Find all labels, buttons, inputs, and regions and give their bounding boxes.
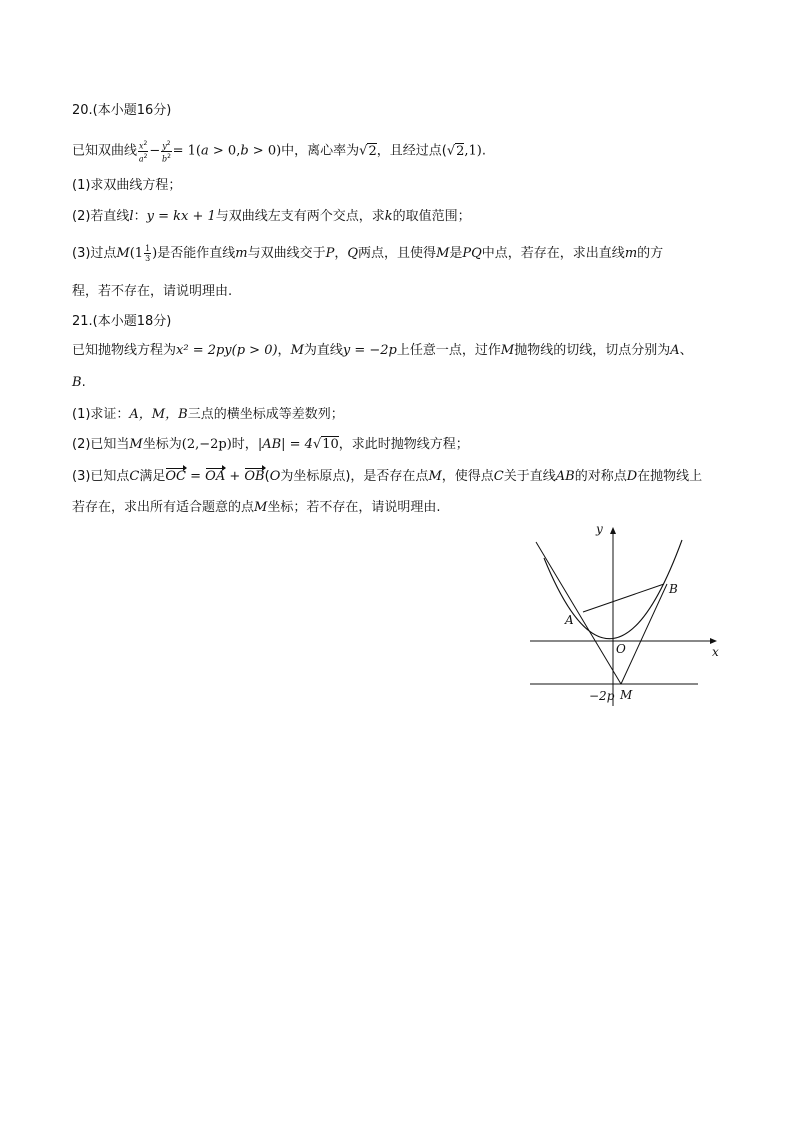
vec-eq: = [186,469,206,484]
cond-a: a [201,143,209,159]
separator: 、 [679,343,693,358]
q21-part3-end1: 在抛物线上 [637,469,703,484]
label-y: y [596,522,603,536]
parabola-tangent-figure [526,518,726,710]
point-M: M [428,469,442,484]
q20-stem [72,139,486,163]
comma: ， [334,246,348,261]
q21-part3-line2 [72,499,440,517]
label-M: M [620,688,633,702]
q21-stem-mid3: 抛物线的切线，切点分别为 [514,343,671,358]
parabola-equation: x² = 2py(p > 0) [176,343,278,358]
q20-part3-line2: 程，若不存在，请说明理由. [72,284,233,299]
minus-sign: − [149,143,161,159]
var-k: k [384,209,393,224]
point-root: 2 [456,143,465,159]
q21-part3-mid: 满足 [139,469,166,484]
tangent-line-B [621,584,667,684]
mixed-number: (1 $\frac{1}{3}$ ) [129,244,158,263]
chord-AB [583,584,664,612]
q21-stem [72,342,693,360]
vector-OC: OC [165,469,186,484]
line-equation: y = kx + 1 [146,209,216,224]
colon: ： [133,209,147,224]
q20-part3-mid2: 与双曲线交于 [247,246,326,261]
root-value: 10 [322,437,339,452]
point-rest: ,1) [464,143,482,159]
origin-O: O [269,469,281,484]
line-AB: AB [555,469,575,484]
point-M-3: M [254,500,268,515]
paren-open: ( [264,469,270,484]
label-x: x [712,645,719,659]
q21-part2 [72,436,469,454]
line-m: m [235,246,248,261]
q20-part3-mid4: 是 [449,246,463,261]
q21-stem-end: . [81,375,86,390]
directrix-line: y = −2p [342,343,397,358]
q20-heading: 20.(本小题16分) [72,103,172,118]
q21-stem-line2 [72,374,86,392]
segment-PQ: PQ [462,246,482,261]
coordinate: (2,−2p) [181,437,232,452]
q21-part2-end: ，求此时抛物线方程； [338,437,469,452]
cond-end: > 0) [248,143,282,159]
q21-part2-mid: 坐标为 [142,437,182,452]
point-A: A [670,343,680,358]
q21-heading: 21.(本小题18分) [72,314,172,329]
point-M: M [116,246,130,261]
point-M: M [290,343,304,358]
q21-part1-prefix: (1)求证： [72,407,130,422]
sqrt-symbol: √ [312,437,322,452]
q21-part1-end: 三点的横坐标成等差数列； [187,407,344,422]
point-B: B [72,375,82,390]
line-l: l [129,209,134,224]
cond-b: b [240,143,249,159]
hyperbola-term-x: $\frac{x^2}{a^2}$ [138,140,148,164]
sqrt-symbol: √ [359,143,368,159]
point-M: M [129,437,143,452]
q21-part3-mid3: 关于直线 [503,469,556,484]
q21-part2-mid2: 时， [231,437,258,452]
q21-part2-prefix: (2)已知当 [72,437,130,452]
point-C: C [129,469,140,484]
points-ABM: A，M，B [129,407,188,422]
q20-part3 [72,244,663,263]
tangent-line-A [536,542,621,684]
label-neg2p: −2p [589,689,615,703]
q20-part2-prefix: (2)若直线 [72,209,130,224]
point-D: D [626,469,638,484]
label-B: B [669,582,678,596]
q20-stem-mid: 中，离心率为 [281,143,360,159]
q20-part3-mid5: 中点，若存在，求出直线 [481,246,625,261]
q21-part3-paren-end: 为坐标原点)，是否存在点 [280,469,429,484]
sqrt-symbol-2: √ [446,143,456,159]
point-M-2: M [436,246,450,261]
q21-part3-prefix: (3)已知点 [72,469,130,484]
q20-part2-end: 的取值范围； [392,209,471,224]
eccentricity-value: 2 [368,143,377,159]
point-M-2: M [500,343,515,358]
q20-part3-end1: 的方 [637,246,664,261]
q20-stem-prefix: 已知双曲线 [72,143,138,159]
q20-part2 [72,208,471,226]
hyperbola-term-y: $\frac{y^2}{b^2}$ [161,140,171,164]
point-C-2: C [493,469,504,484]
point-Q: Q [347,246,359,261]
q20-part2-mid: 与双曲线左支有两个交点，求 [215,209,385,224]
label-A: A [565,613,574,627]
q21-part3-mid2: ，使得点 [441,469,494,484]
q21-stem-mid2: 上任意一点，过作 [396,343,501,358]
q20-part1: (1)求双曲线方程； [72,178,182,193]
vector-OA: OA [205,469,226,484]
label-O: O [616,642,626,656]
q21-part3-mid4: 的对称点 [574,469,627,484]
q20-stem-end: . [481,143,487,159]
q20-part3-prefix: (3)过点 [72,246,117,261]
line-m-2: m [624,246,638,261]
q21-part3-line2-b: 坐标；若不存在，请说明理由. [267,500,441,515]
q20-part3-mid1: 是否能作直线 [157,246,236,261]
q21-stem-mid: 为直线 [303,343,343,358]
q20-eq-rhs: = 1( [172,143,201,159]
vec-plus: + [225,469,245,484]
q21-part3-line2-a: 若存在，求出所有适合题意的点 [72,500,255,515]
q20-stem-mid2: ，且经过点( [376,143,447,159]
q21-part3 [72,468,702,486]
cond-mid: > 0, [208,143,241,159]
q20-part3-mid3: 两点，且使得 [358,246,437,261]
q21-part1 [72,406,344,424]
vector-OB: OB [244,469,265,484]
point-P: P [325,246,335,261]
chord-length: |AB| = 4 [257,437,313,452]
comma: ， [277,343,291,358]
q21-stem-prefix: 已知抛物线方程为 [72,343,177,358]
